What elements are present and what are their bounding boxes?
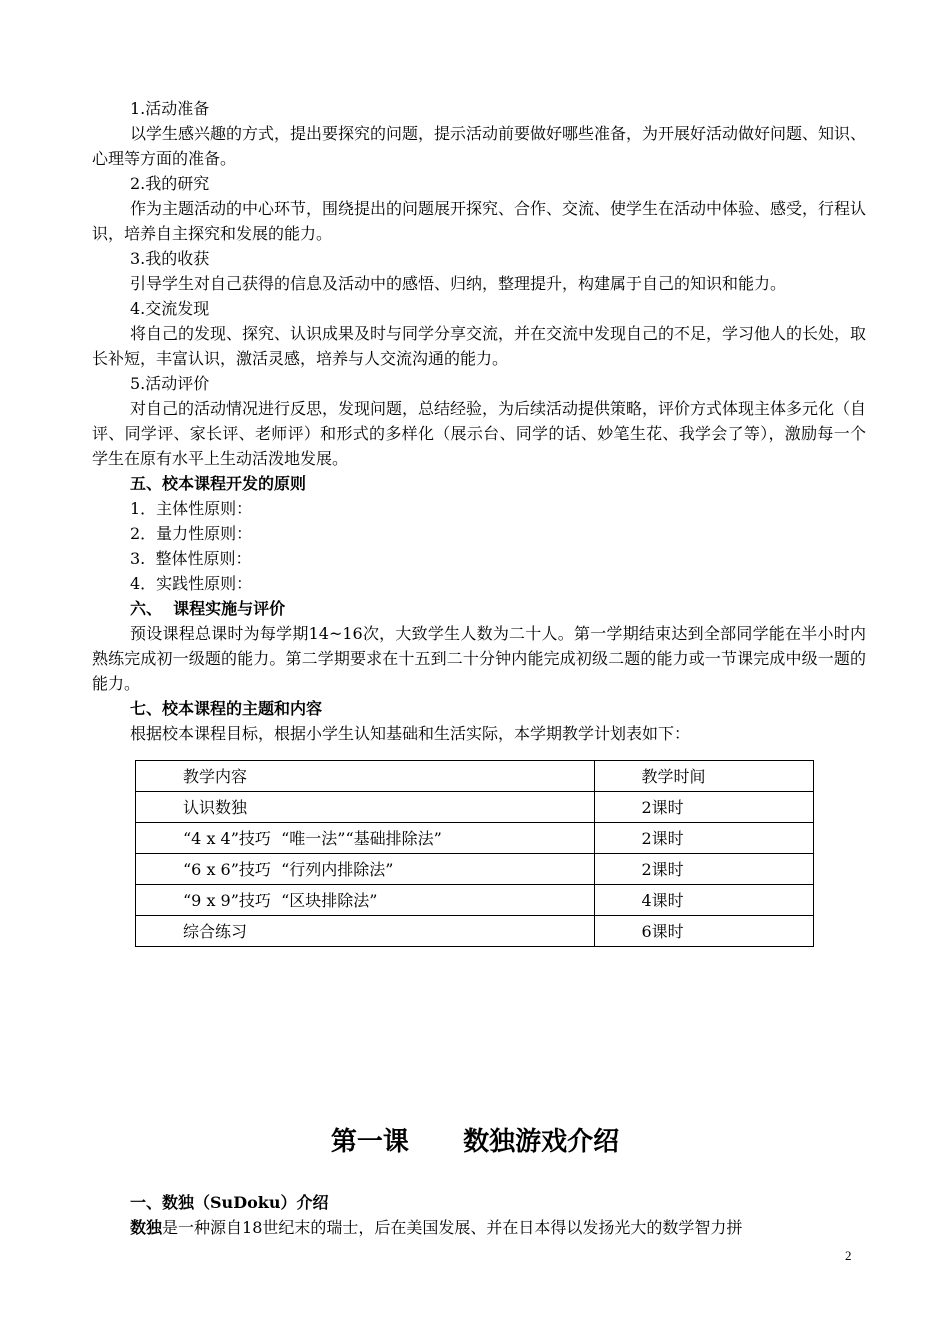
table-cell-time: 2课时	[594, 823, 814, 854]
table-row	[136, 854, 814, 885]
principle-item: 4．实践性原则：	[130, 574, 253, 593]
table-cell-time: 2课时	[594, 792, 814, 823]
table-row	[136, 823, 814, 854]
table-row	[136, 916, 814, 947]
paragraph-exchange: 将自己的发现、探究、认识成果及时与同学分享交流，并在交流中发现自己的不足，学习他人的长处，取长补短，丰富认识，激活灵感，培养与人交流沟通的能力。	[92, 324, 867, 368]
section-label-my-research: 2.我的研究	[130, 174, 210, 193]
table-cell-content: “9 x 9”技巧 “区块排除法”	[136, 885, 595, 916]
principle-item: 3. 整体性原则：	[130, 549, 252, 568]
table-cell-content: “6 x 6”技巧 “行列内排除法”	[136, 854, 595, 885]
lesson-subheading: 一、数独（SuDoku）介绍	[130, 1193, 329, 1212]
heading-themes: 七、校本课程的主题和内容	[130, 699, 323, 718]
table-cell-time: 2课时	[594, 854, 814, 885]
paragraph-activity-prep: 以学生感兴趣的方式，提出要探究的问题，提示活动前要做好哪些准备，为开展好活动做好问题、知识、心理等方面的准备。	[92, 124, 867, 168]
heading-principles: 五、校本课程开发的原则	[130, 474, 307, 493]
teaching-plan-table	[135, 760, 814, 947]
lesson-intro-paragraph	[92, 1215, 866, 1240]
principle-item: 2．量力性原则：	[130, 524, 253, 543]
lesson-intro-block	[92, 1190, 866, 1240]
section-label-activity-prep: 1.活动准备	[130, 99, 210, 118]
section-label-evaluation: 5.活动评价	[130, 374, 210, 393]
section-label-exchange: 4.交流发现	[130, 299, 210, 318]
principle-item: 1．主体性原则：	[130, 499, 253, 518]
page-number: 2	[845, 1248, 852, 1263]
section-label-my-gains: 3.我的收获	[130, 249, 210, 268]
table-header-cell: 教学时间	[594, 761, 814, 792]
lesson-intro-bold-term: 数独	[130, 1218, 163, 1237]
table-cell-content: “4 x 4”技巧 “唯一法”“基础排除法”	[136, 823, 595, 854]
paragraph-my-research: 作为主题活动的中心环节，围绕提出的问题展开探究、合作、交流、使学生在活动中体验、感受，行程认识，培养自主探究和发展的能力。	[92, 199, 867, 243]
table-header-cell: 教学内容	[136, 761, 595, 792]
paragraph-my-gains: 引导学生对自己获得的信息及活动中的感悟、归纳，整理提升，构建属于自己的知识和能力。	[130, 274, 787, 293]
paragraph-implementation: 预设课程总课时为每学期14~16次，大致学生人数为二十人。第一学期结束达到全部同学能在半小时内熟练完成初一级题的能力。第二学期要求在十五到二十分钟内能完成初级二题的能力或一节课完成中级一题的能力。	[92, 624, 866, 693]
lesson-title: 第一课 数独游戏介绍	[330, 1127, 620, 1157]
table-row	[136, 792, 814, 823]
heading-implementation: 六、 课程实施与评价	[130, 599, 286, 618]
table-cell-content: 认识数独	[136, 792, 595, 823]
main-content	[92, 96, 866, 947]
table-cell-content: 综合练习	[136, 916, 595, 947]
table-cell-time: 6课时	[594, 916, 814, 947]
lesson-intro-text: 是一种源自18世纪末的瑞士，后在美国发展、并在日本得以发扬光大的数学智力拼	[162, 1218, 743, 1237]
paragraph-themes-intro: 根据校本课程目标，根据小学生认知基础和生活实际，本学期教学计划表如下：	[130, 724, 691, 743]
table-header-row	[136, 761, 814, 792]
table-cell-time: 4课时	[594, 885, 814, 916]
plan-table-wrapper	[135, 760, 814, 947]
table-row	[136, 885, 814, 916]
paragraph-evaluation: 对自己的活动情况进行反思，发现问题，总结经验，为后续活动提供策略，评价方式体现主体多元化（自评、同学评、家长评、老师评）和形式的多样化（展示台、同学的话、妙笔生花、我学会了等），激励每一个学生在原有水平上生动活泼地发展。	[92, 399, 867, 468]
